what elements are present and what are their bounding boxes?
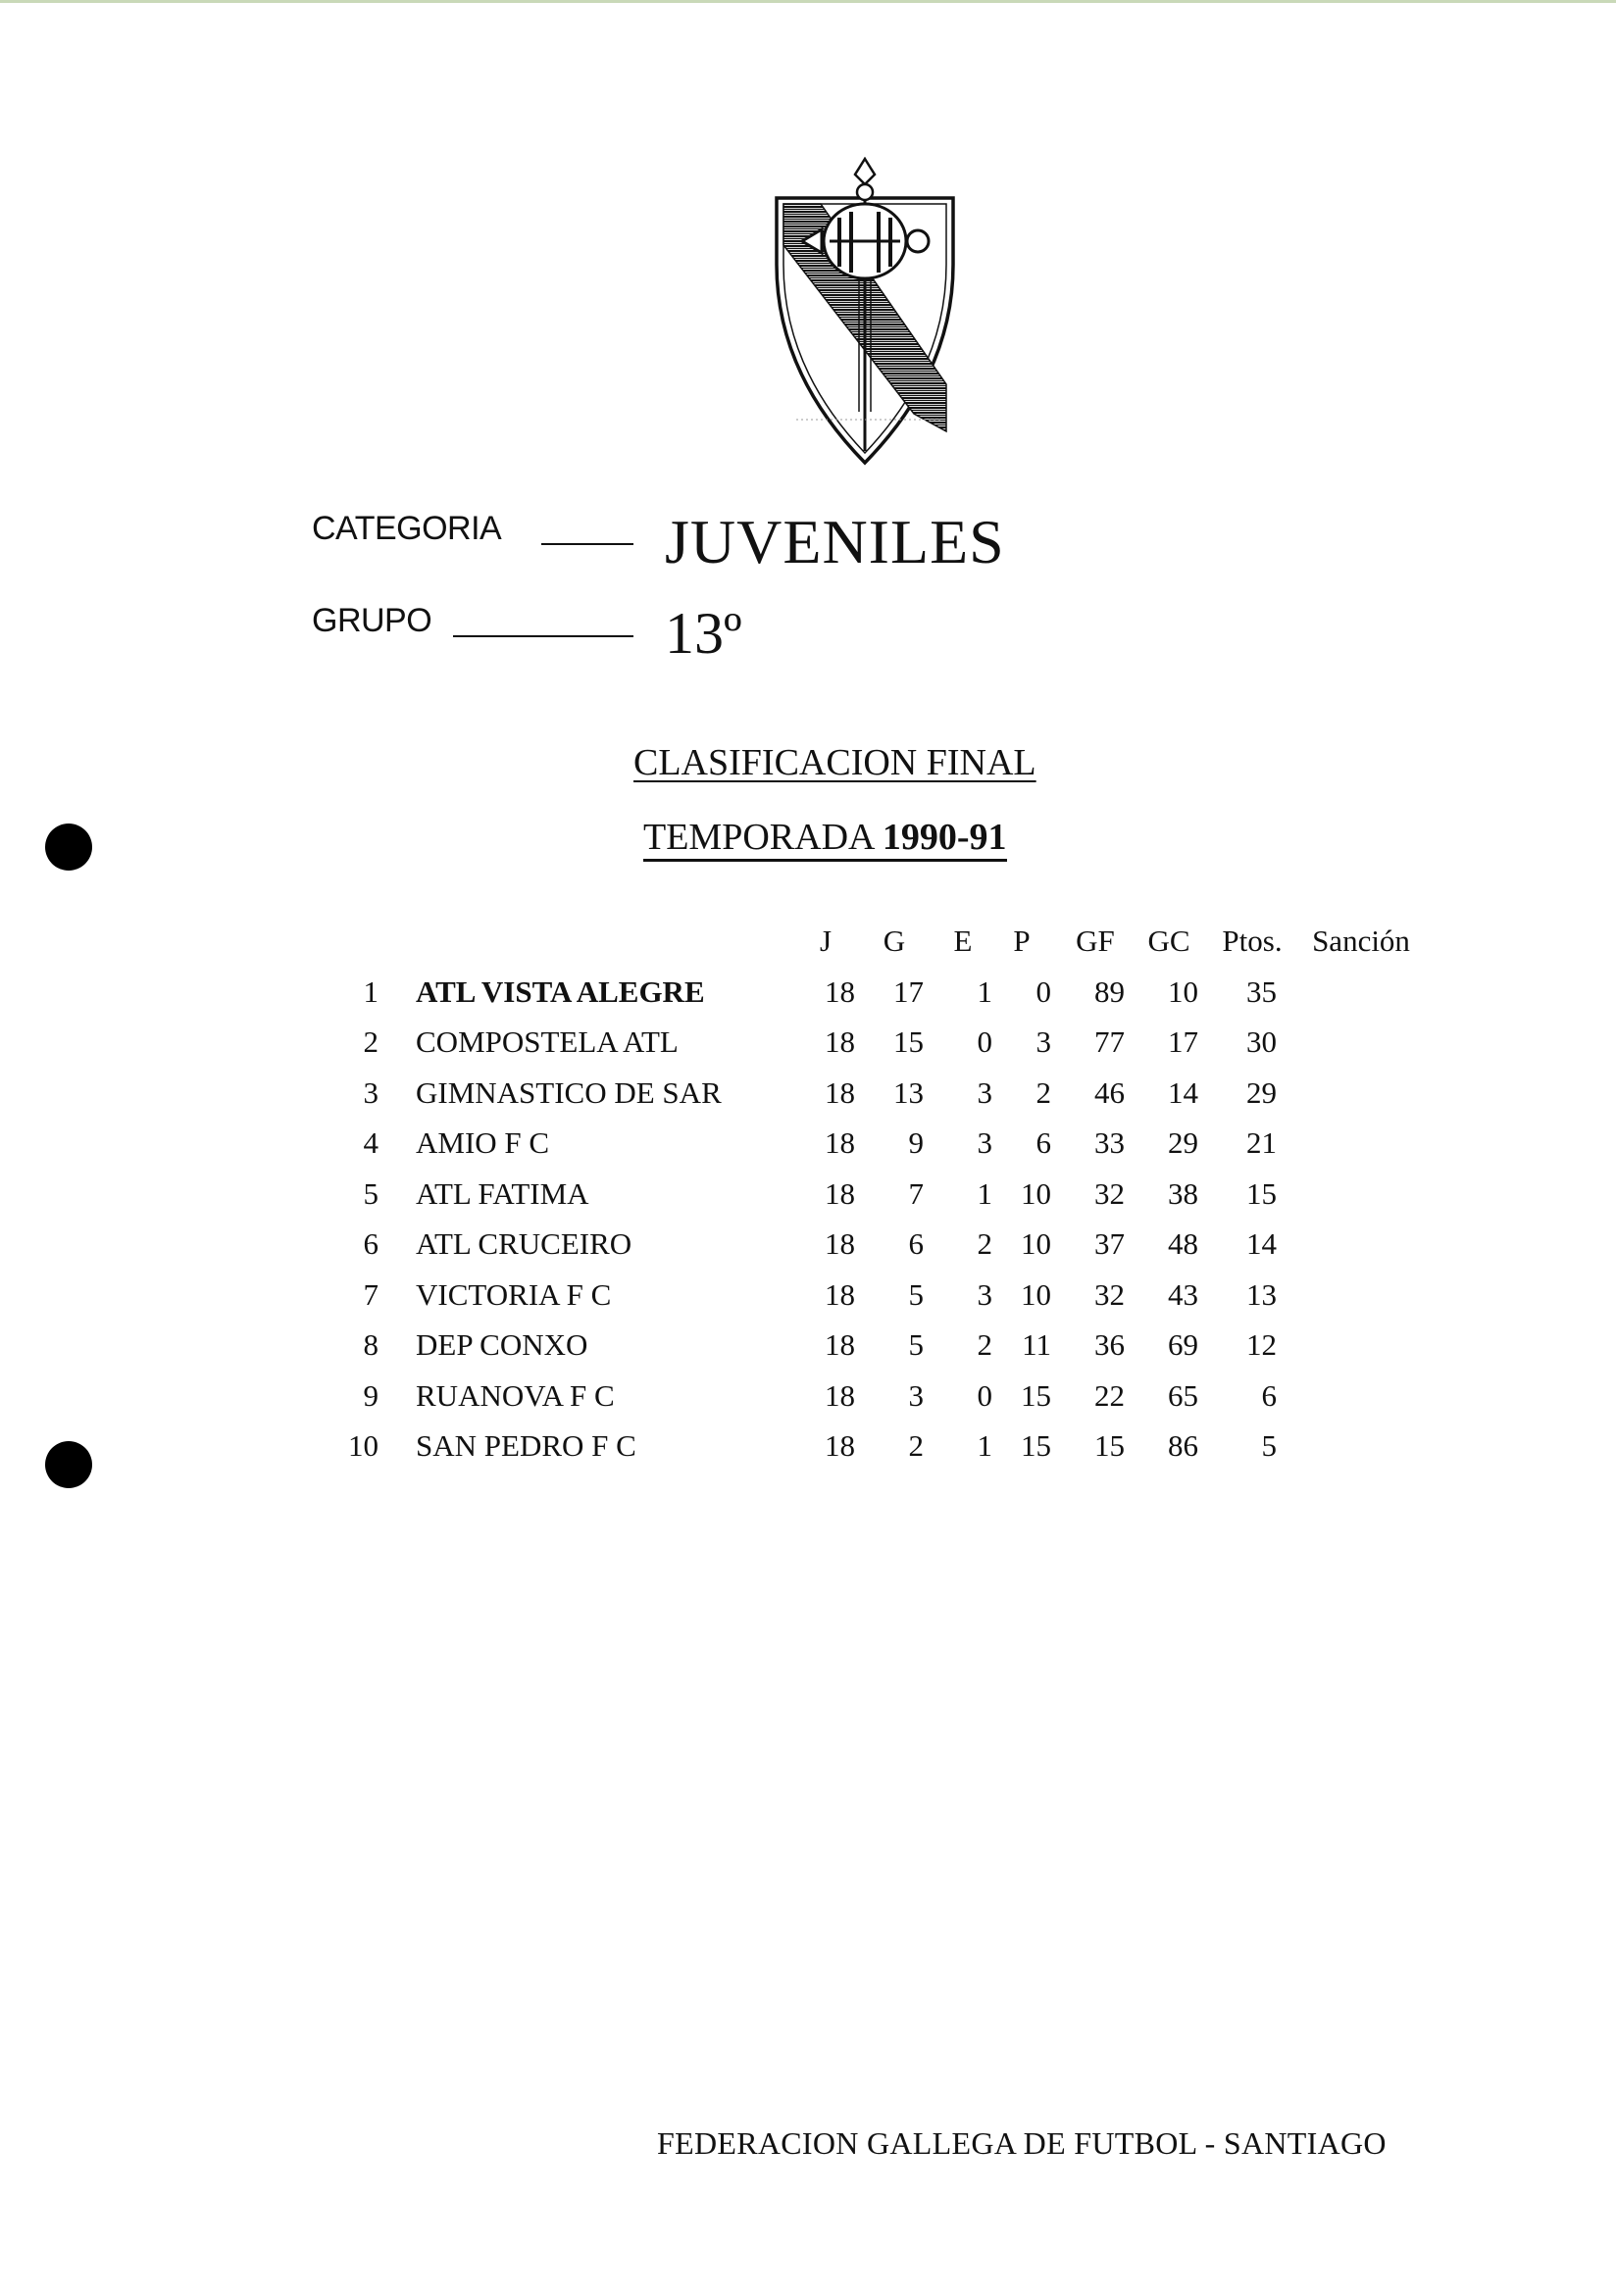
cell-pos: 3: [363, 1074, 379, 1110]
cell-j: 18: [825, 1276, 855, 1312]
cell-g: 5: [908, 1327, 924, 1362]
cell-ptos: 15: [1246, 1175, 1277, 1211]
cell-e: 3: [977, 1276, 992, 1312]
col-header-sancion: Sanción: [1312, 923, 1410, 958]
cell-e: 1: [977, 973, 992, 1009]
cell-e: 3: [977, 1074, 992, 1110]
cell-j: 18: [825, 973, 855, 1009]
cell-gc: 17: [1168, 1024, 1198, 1059]
cell-pos: 9: [363, 1377, 379, 1413]
table-row: [333, 1275, 1451, 1326]
standings-table: [333, 922, 1451, 1477]
col-header-ptos: Ptos.: [1222, 923, 1283, 958]
table-row: [333, 1123, 1451, 1174]
cell-pos: 10: [348, 1428, 379, 1463]
cell-e: 0: [977, 1024, 992, 1059]
cell-team: DEP CONXO: [416, 1327, 588, 1362]
col-header-e: E: [953, 923, 973, 958]
cell-e: 2: [977, 1226, 992, 1261]
cell-gc: 14: [1168, 1074, 1198, 1110]
cell-g: 9: [908, 1125, 924, 1160]
table-header: [333, 922, 1451, 973]
cell-ptos: 12: [1246, 1327, 1277, 1362]
cell-p: 10: [1021, 1226, 1051, 1261]
table-row: [333, 1426, 1451, 1477]
cell-p: 15: [1021, 1428, 1051, 1463]
cell-pos: 7: [363, 1276, 379, 1312]
cell-gc: 38: [1168, 1175, 1198, 1211]
cell-g: 17: [893, 973, 924, 1009]
cell-p: 10: [1021, 1276, 1051, 1312]
cell-gf: 89: [1094, 973, 1125, 1009]
cell-j: 18: [825, 1175, 855, 1211]
cell-ptos: 35: [1246, 973, 1277, 1009]
cell-gf: 36: [1094, 1327, 1125, 1362]
cell-p: 15: [1021, 1377, 1051, 1413]
cell-ptos: 13: [1246, 1276, 1277, 1312]
temporada-label: TEMPORADA: [643, 817, 874, 858]
cell-j: 18: [825, 1428, 855, 1463]
footer-federation: FEDERACION GALLEGA DE FUTBOL - SANTIAGO: [657, 2125, 1387, 2161]
table-row: [333, 1325, 1451, 1376]
cell-ptos: 29: [1246, 1074, 1277, 1110]
cell-pos: 5: [363, 1175, 379, 1211]
cell-gc: 48: [1168, 1226, 1198, 1261]
cell-p: 6: [1035, 1125, 1051, 1160]
cell-ptos: 5: [1261, 1428, 1277, 1463]
cell-pos: 2: [363, 1024, 379, 1059]
cell-g: 13: [893, 1074, 924, 1110]
cell-gc: 86: [1168, 1428, 1198, 1463]
table-row: [333, 1023, 1451, 1073]
cell-e: 2: [977, 1327, 992, 1362]
cell-e: 3: [977, 1125, 992, 1160]
cell-j: 18: [825, 1125, 855, 1160]
table-row: [333, 1073, 1451, 1124]
grupo-rule: [453, 635, 633, 637]
table-row: [333, 1376, 1451, 1427]
cell-gf: 32: [1094, 1175, 1125, 1211]
cell-team: VICTORIA F C: [416, 1276, 612, 1312]
cell-p: 2: [1035, 1074, 1051, 1110]
cell-g: 15: [893, 1024, 924, 1059]
cell-p: 3: [1035, 1024, 1051, 1059]
cell-team: RUANOVA F C: [416, 1377, 615, 1413]
cell-j: 18: [825, 1074, 855, 1110]
table-row: [333, 973, 1451, 1023]
cell-team: ATL FATIMA: [416, 1175, 589, 1211]
col-header-gc: GC: [1147, 923, 1190, 958]
cell-gf: 15: [1094, 1428, 1125, 1463]
col-header-g: G: [883, 923, 906, 958]
cell-team: ATL VISTA ALEGRE: [416, 973, 705, 1009]
cell-ptos: 30: [1246, 1024, 1277, 1059]
cell-team: GIMNASTICO DE SAR: [416, 1074, 722, 1110]
cell-pos: 4: [363, 1125, 379, 1160]
grupo-value: 13º: [665, 601, 742, 666]
temporada-value: 1990-91: [882, 817, 1007, 858]
cell-team: COMPOSTELA ATL: [416, 1024, 679, 1059]
cell-gc: 65: [1168, 1377, 1198, 1413]
cell-j: 18: [825, 1377, 855, 1413]
punch-hole-top: [45, 824, 92, 871]
clasificacion-title: CLASIFICACION FINAL: [633, 742, 1036, 783]
cell-ptos: 14: [1246, 1226, 1277, 1261]
cell-gc: 43: [1168, 1276, 1198, 1312]
categoria-rule: [541, 543, 633, 545]
cell-ptos: 21: [1246, 1125, 1277, 1160]
categoria-label: CATEGORIA: [312, 510, 502, 547]
temporada-line: [643, 816, 1007, 862]
cell-g: 6: [908, 1226, 924, 1261]
cell-gf: 46: [1094, 1074, 1125, 1110]
cell-g: 2: [908, 1428, 924, 1463]
cell-pos: 8: [363, 1327, 379, 1362]
cell-pos: 1: [363, 973, 379, 1009]
categoria-value: JUVENILES: [665, 507, 1005, 576]
cell-g: 3: [908, 1377, 924, 1413]
cell-team: AMIO F C: [416, 1125, 550, 1160]
cell-gc: 10: [1168, 973, 1198, 1009]
cell-gf: 77: [1094, 1024, 1125, 1059]
cell-j: 18: [825, 1327, 855, 1362]
cell-gf: 33: [1094, 1125, 1125, 1160]
cell-p: 0: [1035, 973, 1051, 1009]
cell-pos: 6: [363, 1226, 379, 1261]
cell-gc: 29: [1168, 1125, 1198, 1160]
col-header-j: J: [819, 923, 833, 958]
scan-top-edge: [0, 0, 1616, 3]
cell-gc: 69: [1168, 1327, 1198, 1362]
cell-team: SAN PEDRO F C: [416, 1428, 636, 1463]
cell-ptos: 6: [1261, 1377, 1277, 1413]
cell-p: 11: [1022, 1327, 1051, 1362]
grupo-label: GRUPO: [312, 602, 432, 639]
cell-j: 18: [825, 1024, 855, 1059]
table-row: [333, 1174, 1451, 1225]
cell-j: 18: [825, 1226, 855, 1261]
cell-e: 1: [977, 1175, 992, 1211]
col-header-p: P: [1013, 923, 1031, 958]
cell-g: 5: [908, 1276, 924, 1312]
cell-g: 7: [908, 1175, 924, 1211]
cell-e: 0: [977, 1377, 992, 1413]
cell-gf: 22: [1094, 1377, 1125, 1413]
cell-team: ATL CRUCEIRO: [416, 1226, 632, 1261]
col-header-gf: GF: [1076, 923, 1115, 958]
table-row: [333, 1224, 1451, 1275]
federation-crest-logo: [767, 157, 963, 471]
cell-p: 10: [1021, 1175, 1051, 1211]
cell-gf: 32: [1094, 1276, 1125, 1312]
cell-gf: 37: [1094, 1226, 1125, 1261]
punch-hole-bottom: [45, 1441, 92, 1488]
cell-e: 1: [977, 1428, 992, 1463]
